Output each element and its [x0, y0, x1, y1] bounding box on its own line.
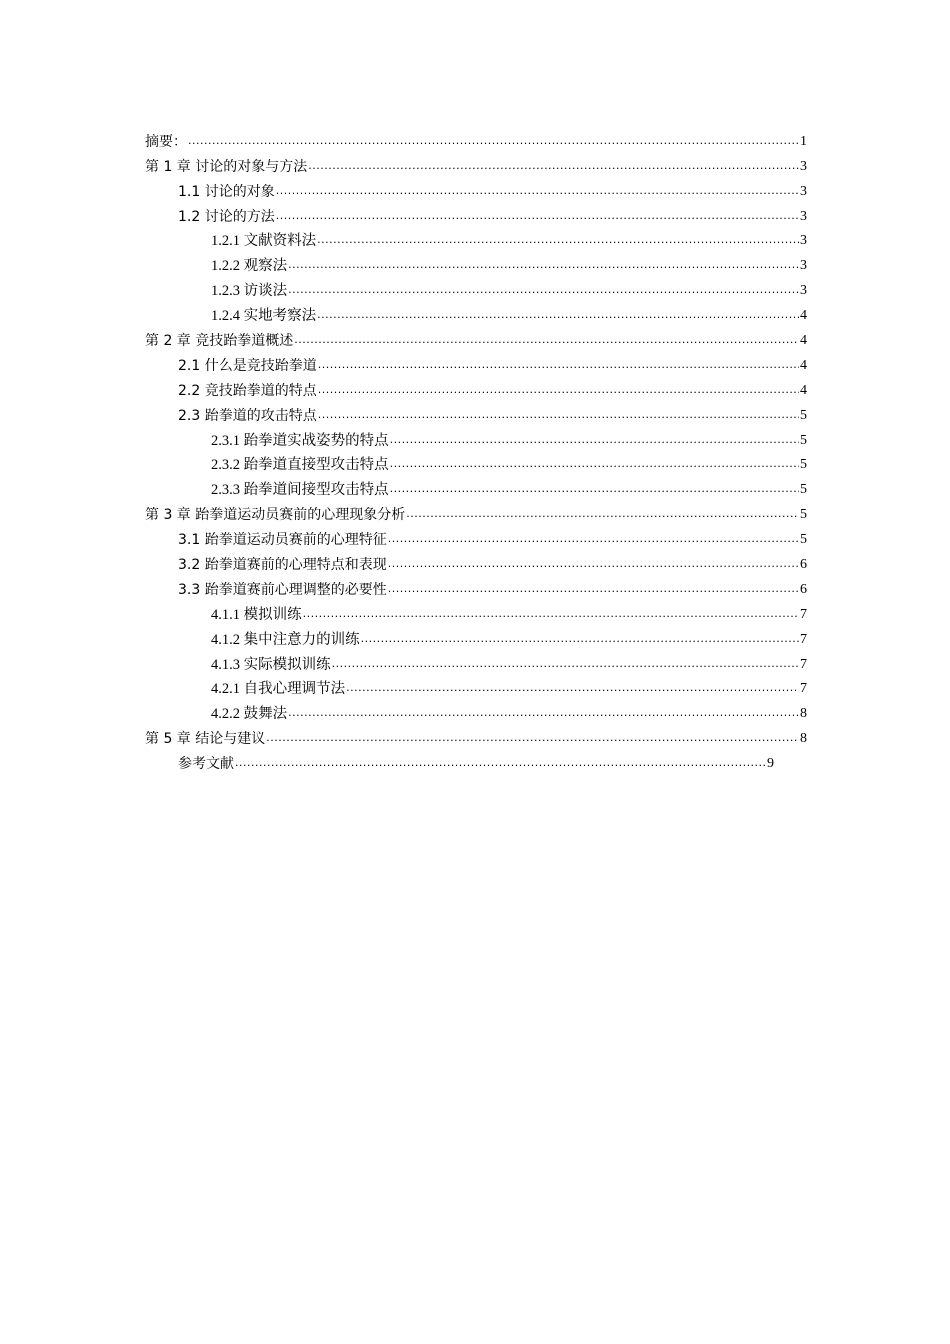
toc-entry-page-number: 1: [800, 133, 807, 149]
toc-entry[interactable]: [145, 450, 807, 475]
toc-entry-page-number: 6: [800, 581, 807, 597]
toc-dot-leader: [318, 383, 799, 397]
toc-entry-page-number: 7: [800, 631, 807, 647]
toc-dot-leader: [318, 408, 799, 422]
toc-entry[interactable]: [145, 300, 807, 325]
toc-dot-leader: [288, 706, 799, 720]
toc-entry-page-number: 5: [800, 407, 807, 423]
toc-entry-page-number: 5: [800, 482, 807, 498]
toc-entry[interactable]: [145, 624, 807, 649]
toc-entry[interactable]: [145, 250, 807, 275]
toc-entry[interactable]: [145, 151, 807, 176]
toc-entry[interactable]: [145, 549, 807, 574]
table-of-contents: [145, 126, 807, 773]
toc-entry-label: 摘要：: [145, 133, 187, 150]
toc-entry-page-number: 7: [800, 656, 807, 672]
toc-dot-leader: [308, 159, 799, 173]
toc-dot-leader: [346, 681, 799, 695]
toc-entry[interactable]: [145, 499, 807, 524]
toc-entry-label: 4.1.1 模拟训练: [211, 606, 302, 623]
toc-dot-leader: [388, 582, 799, 596]
toc-entry-label: 2.2 竞技跆拳道的特点: [178, 382, 317, 399]
toc-entry-label: 第 1 章 讨论的对象与方法: [145, 158, 308, 175]
toc-entry-page-number: 3: [800, 283, 807, 299]
toc-entry[interactable]: [145, 698, 807, 723]
toc-entry[interactable]: [145, 375, 807, 400]
toc-dot-leader: [332, 657, 799, 671]
toc-entry[interactable]: [145, 350, 807, 375]
toc-dot-leader: [361, 632, 799, 646]
toc-dot-leader: [318, 358, 799, 372]
toc-dot-leader: [317, 233, 799, 247]
toc-dot-leader: [288, 258, 799, 272]
toc-dot-leader: [276, 209, 799, 223]
toc-entry[interactable]: [145, 524, 807, 549]
toc-entry-label: 1.2.4 实地考察法: [211, 308, 317, 325]
toc-entry[interactable]: [145, 176, 807, 201]
toc-dot-leader: [390, 482, 799, 496]
toc-entry-page-number: 3: [800, 158, 807, 174]
toc-entry[interactable]: [145, 748, 774, 773]
toc-entry-page-number: 8: [800, 731, 807, 747]
toc-entry-label: 参考文献: [178, 756, 234, 773]
toc-entry[interactable]: [145, 226, 807, 251]
toc-dot-leader: [276, 184, 799, 198]
toc-entry[interactable]: [145, 275, 807, 300]
toc-dot-leader: [388, 532, 799, 546]
toc-entry-page-number: 3: [800, 258, 807, 274]
toc-entry-page-number: 5: [800, 432, 807, 448]
toc-entry-page-number: 3: [800, 233, 807, 249]
toc-entry[interactable]: [145, 425, 807, 450]
toc-entry-page-number: 5: [800, 507, 807, 523]
toc-entry-label: 1.2.2 观察法: [211, 258, 288, 275]
toc-entry-label: 1.2 讨论的方法: [178, 208, 275, 225]
toc-dot-leader: [388, 557, 799, 571]
toc-entry-page-number: 5: [800, 457, 807, 473]
toc-dot-leader: [303, 607, 799, 621]
toc-dot-leader: [288, 283, 799, 297]
toc-entry-page-number: 8: [800, 706, 807, 722]
toc-entry-page-number: 4: [800, 382, 807, 398]
toc-entry-label: 2.3.3 跆拳道间接型攻击特点: [211, 482, 389, 499]
toc-entry-label: 3.1 跆拳道运动员赛前的心理特征: [178, 532, 387, 549]
toc-entry[interactable]: [145, 325, 807, 350]
toc-entry-page-number: 3: [800, 183, 807, 199]
toc-entry-label: 2.3.2 跆拳道直接型攻击特点: [211, 457, 389, 474]
toc-entry-page-number: 4: [800, 333, 807, 349]
toc-entry-label: 2.3 跆拳道的攻击特点: [178, 407, 317, 424]
toc-entry[interactable]: [145, 201, 807, 226]
toc-entry-label: 2.3.1 跆拳道实战姿势的特点: [211, 432, 389, 449]
toc-entry-label: 第 2 章 竞技跆拳道概述: [145, 333, 294, 350]
toc-entry[interactable]: [145, 649, 807, 674]
toc-entry-page-number: 7: [800, 681, 807, 697]
toc-entry-label: 1.2.3 访谈法: [211, 283, 288, 300]
toc-entry-page-number: 3: [800, 208, 807, 224]
toc-entry-label: 4.2.1 自我心理调节法: [211, 681, 346, 698]
toc-entry[interactable]: [145, 126, 807, 151]
toc-entry-page-number: 6: [800, 557, 807, 573]
toc-entry[interactable]: [145, 400, 807, 425]
toc-entry[interactable]: [145, 574, 807, 599]
toc-entry[interactable]: [145, 674, 807, 699]
toc-entry[interactable]: [145, 474, 807, 499]
toc-entry-page-number: 4: [800, 308, 807, 324]
toc-dot-leader: [390, 433, 799, 447]
toc-dot-leader: [390, 457, 799, 471]
toc-entry-page-number: 5: [800, 532, 807, 548]
toc-entry-page-number: 9: [767, 756, 774, 772]
toc-entry-label: 3.3 跆拳道赛前心理调整的必要性: [178, 581, 387, 598]
toc-dot-leader: [406, 507, 799, 521]
toc-entry-label: 3.2 跆拳道赛前的心理特点和表现: [178, 557, 387, 574]
toc-entry-label: 第 5 章 结论与建议: [145, 731, 266, 748]
toc-entry-label: 1.2.1 文献资料法: [211, 233, 317, 250]
toc-dot-leader: [188, 134, 799, 148]
toc-entry-label: 2.1 什么是竞技跆拳道: [178, 357, 317, 374]
toc-entry-page-number: 4: [800, 357, 807, 373]
toc-entry-label: 1.1 讨论的对象: [178, 183, 275, 200]
toc-dot-leader: [294, 333, 799, 347]
toc-entry[interactable]: [145, 723, 807, 748]
toc-entry-label: 4.2.2 鼓舞法: [211, 706, 288, 723]
toc-entry-page-number: 7: [800, 606, 807, 622]
toc-entry-label: 4.1.2 集中注意力的训练: [211, 631, 360, 648]
toc-entry[interactable]: [145, 599, 807, 624]
toc-dot-leader: [317, 308, 799, 322]
toc-entry-label: 4.1.3 实际模拟训练: [211, 656, 331, 673]
toc-dot-leader: [266, 731, 799, 745]
toc-entry-label: 第 3 章 跆拳道运动员赛前的心理现象分析: [145, 507, 406, 524]
toc-dot-leader: [235, 756, 766, 770]
